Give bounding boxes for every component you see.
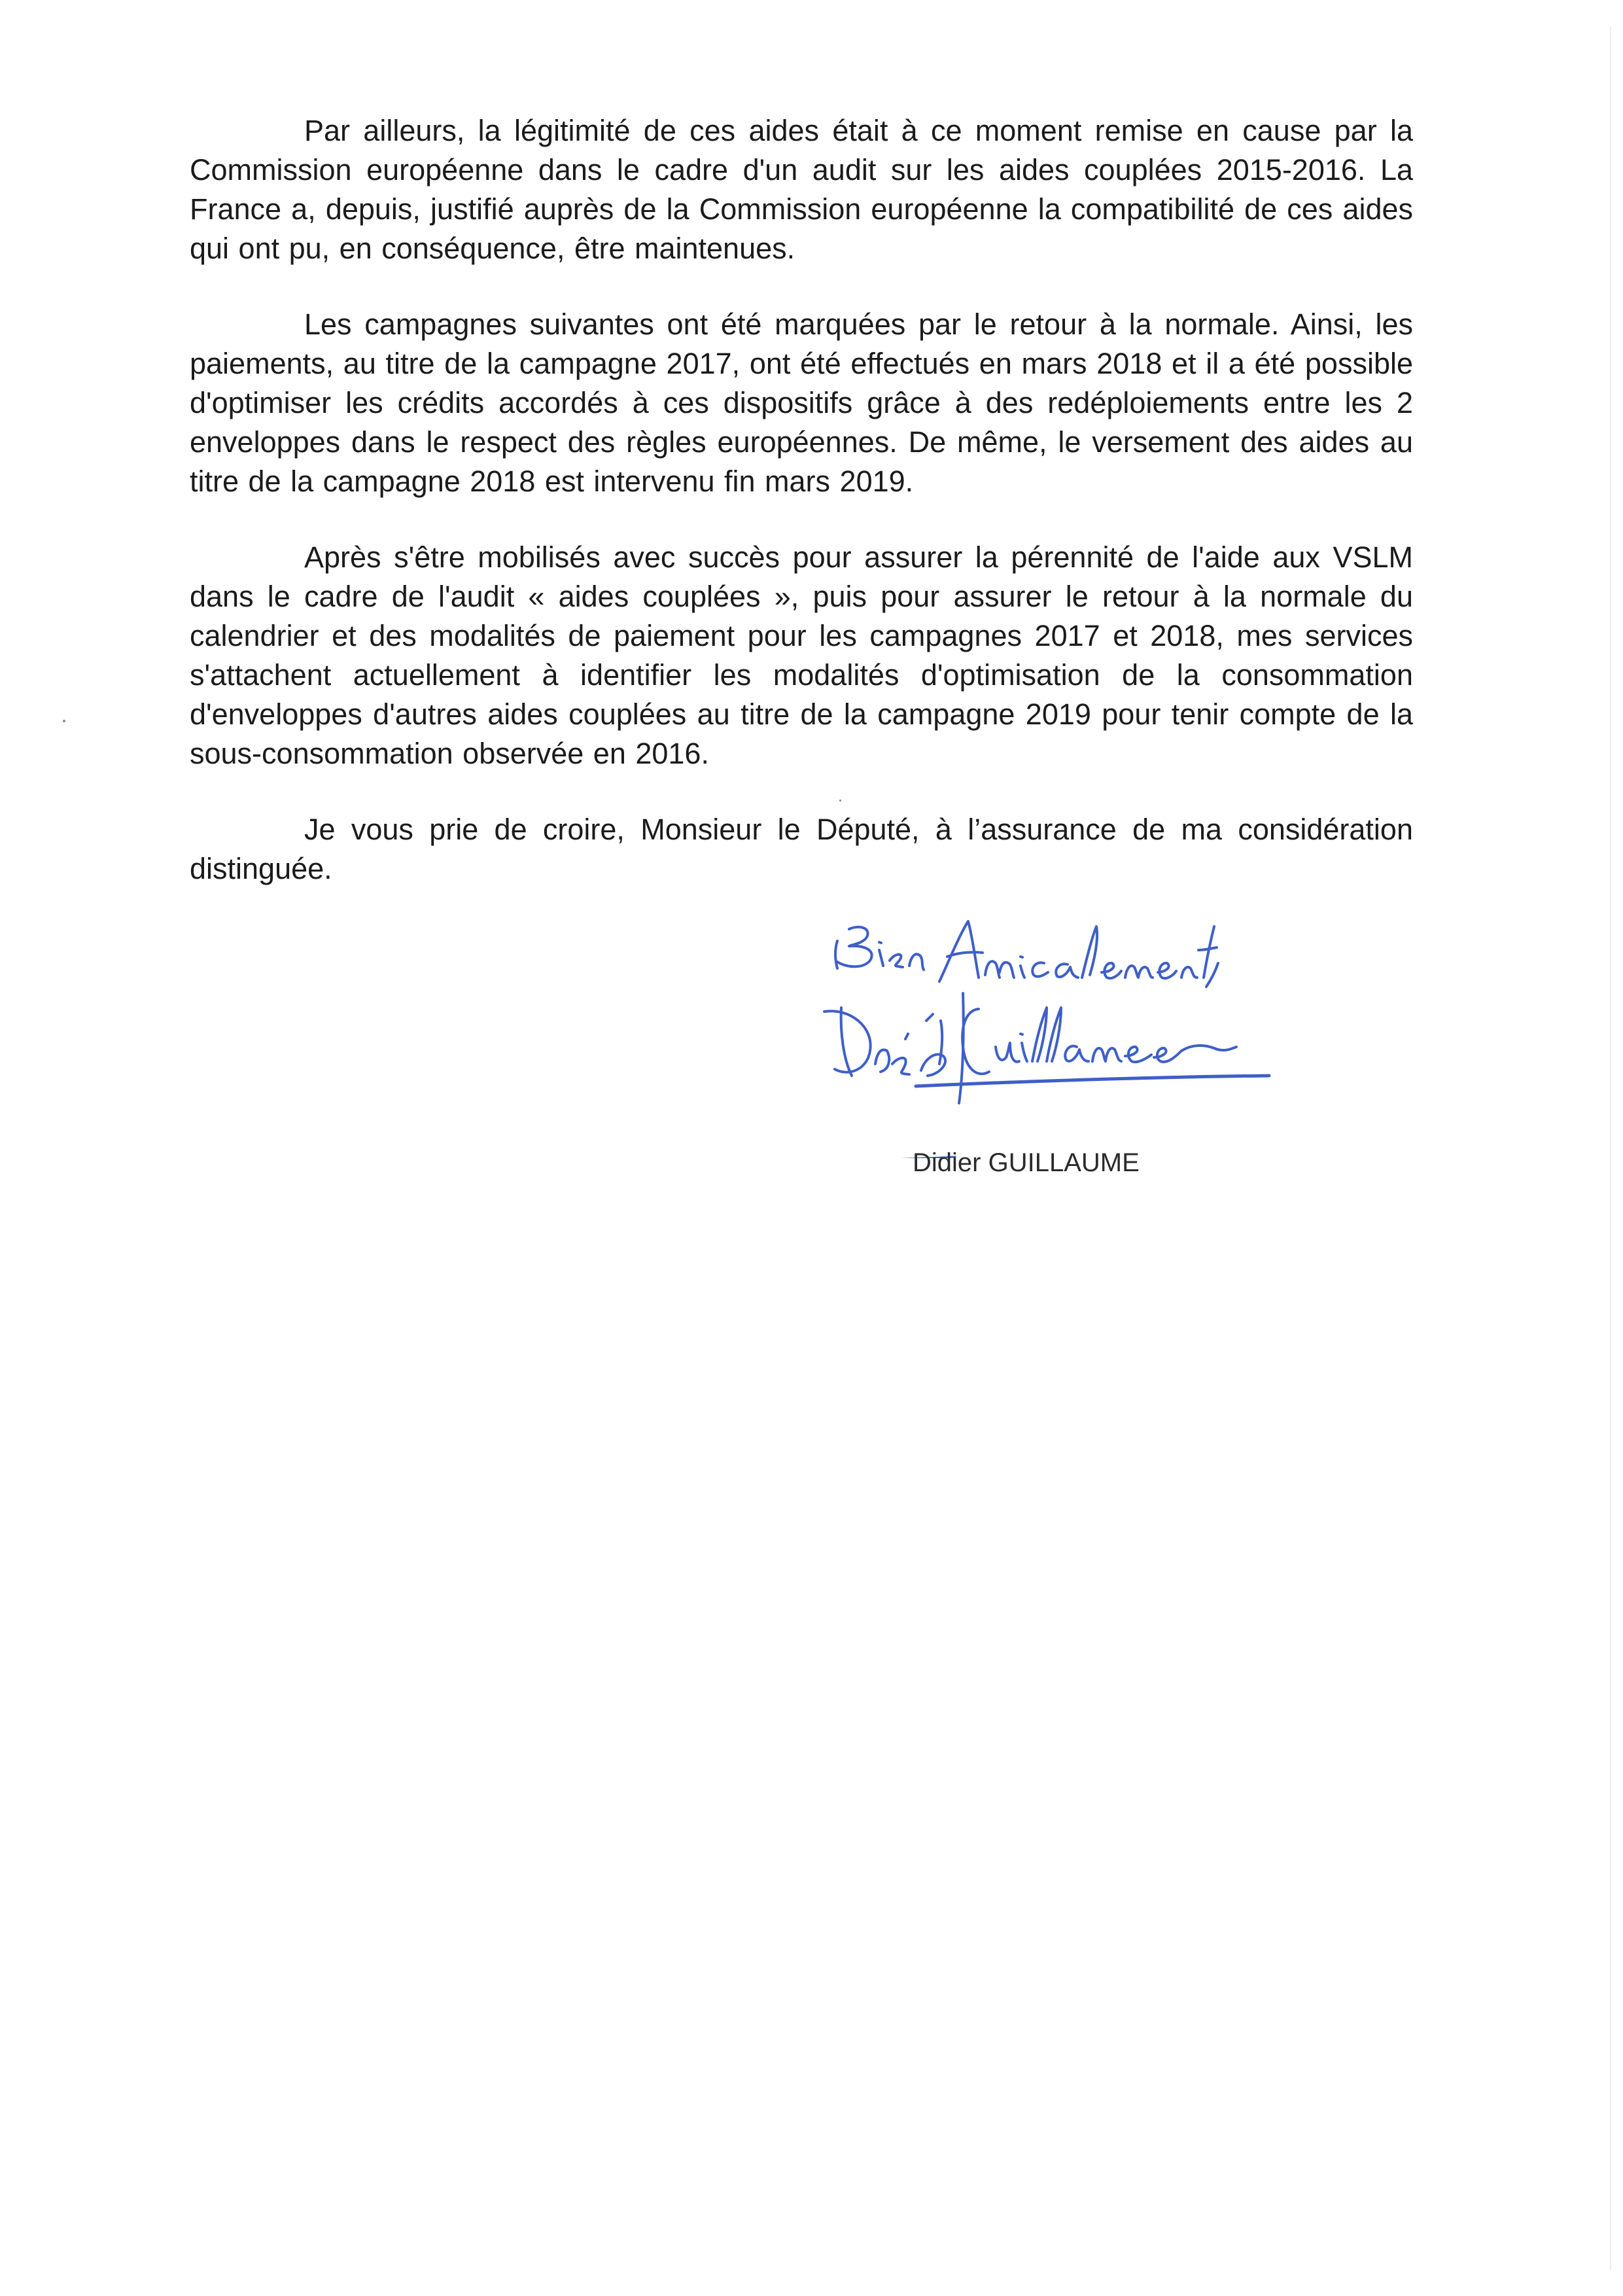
signature-drawing [811, 910, 1354, 1158]
signatory-name: Didier GUILLAUME [913, 1148, 1140, 1177]
letter-body [190, 111, 1413, 925]
paragraph-closing: Je vous prie de croire, Monsieur le Député, à l’assurance de ma considération distinguée. [190, 813, 1413, 885]
paragraph-audit: Par ailleurs, la légitimité de ces aides était à ce moment remise en cause par la Commission européenne dans le cadre d'un audit sur les aides couplées 2015-2016. La France a, depuis, justifié auprès de la Commission européenne la compatibilité de ces aides qui ont pu, en conséquence, être maintenues. [190, 114, 1413, 265]
scan-edge-line [1610, 26, 1611, 2270]
paragraph-services: Après s'être mobilisés avec succès pour assurer la pérennité de l'aide aux VSLM dans le cadre de l'audit « aides couplées », puis pour assurer le retour à la normale du calendrier et des modalités de paiement pour les campagnes 2017 et 2018, mes services s'attachent actuellement à identifier les modalités d'optimisation de la consommation d'enveloppes d'autres aides couplées au titre de la campagne 2019 pour tenir compte de la sous-consommation observée en 2016. [190, 540, 1413, 770]
paragraph-campaigns: Les campagnes suivantes ont été marquées par le retour à la normale. Ainsi, les paiements, au titre de la campagne 2017, ont été effectués en mars 2018 et il a été possible d'optimiser les crédits accordés à ces dispositifs grâce à des redéploiements entre les 2 enveloppes dans le respect des règles européennes. De même, le versement des aides au titre de la campagne 2018 est intervenu fin mars 2019. [190, 308, 1413, 498]
scan-speck [63, 720, 65, 722]
handwritten-signature [811, 910, 1354, 1158]
